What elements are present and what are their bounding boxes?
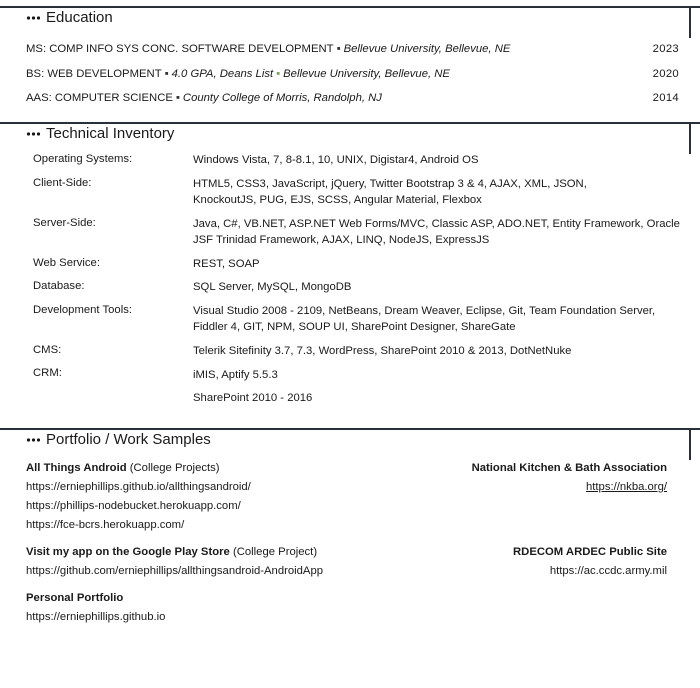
- inventory-value: SQL Server, MySQL, MongoDB: [193, 281, 352, 293]
- portfolio-heading: Personal Portfolio: [26, 592, 124, 604]
- year: 2014: [652, 92, 679, 104]
- portfolio-heading: All Things Android: [26, 462, 127, 474]
- portfolio-link[interactable]: https://ac.ccdc.army.mil: [549, 565, 667, 577]
- inventory-label: Development Tools:: [33, 304, 133, 316]
- portfolio-group: [513, 543, 667, 581]
- portfolio-heading: National Kitchen & Bath Association: [471, 462, 667, 474]
- school: Bellevue University, Bellevue, NE: [343, 43, 511, 55]
- section-header: [0, 122, 700, 148]
- portfolio-link[interactable]: https://phillips-nodebucket.herokuapp.com/: [26, 500, 241, 512]
- section-header: [0, 6, 700, 32]
- dots-icon: [26, 130, 40, 138]
- portfolio-group: [26, 459, 251, 535]
- school: Bellevue University, Bellevue, NE: [283, 68, 450, 80]
- inventory-value: Java, C#, VB.NET, ASP.NET Web Forms/MVC, Classic ASP, ADO.NET, Entity Framework, Oracle JSF Trinidad Framework, AJAX, LINQ, NodeJS, ExpressJS: [193, 218, 680, 246]
- inventory-value: HTML5, CSS3, JavaScript, jQuery, Twitter Bootstrap 3 & 4, AJAX, XML, JSON, KnockoutJS, PUG, EJS, SCSS, Angular Material, Flexbox: [193, 178, 587, 206]
- inventory-label: Server-Side:: [33, 217, 96, 229]
- year: 2023: [652, 43, 679, 55]
- inventory-value: iMIS, Aptify 5.5.3: [193, 369, 278, 381]
- gpa: 4.0 GPA, Deans List: [171, 68, 274, 80]
- inventory-label: Client-Side:: [33, 177, 92, 189]
- degree: MS: COMP INFO SYS CONC. SOFTWARE DEVELOPMENT: [26, 43, 334, 55]
- inventory-value: Telerik Sitefinity 3.7, 7.3, WordPress, SharePoint 2010 & 2013, DotNetNuke: [193, 345, 572, 357]
- portfolio-group: [26, 589, 165, 627]
- year: 2020: [652, 68, 679, 80]
- portfolio-heading: Visit my app on the Google Play Store: [26, 546, 230, 558]
- portfolio-link[interactable]: https://nkba.org/: [585, 481, 667, 493]
- portfolio-note: (College Projects): [129, 462, 220, 474]
- section-header: [0, 428, 700, 454]
- portfolio-link[interactable]: https://fce-bcrs.herokuapp.com/: [26, 519, 185, 531]
- degree: BS: WEB DEVELOPMENT: [26, 68, 162, 80]
- inventory-section: [0, 122, 700, 412]
- inventory-label: Web Service:: [33, 257, 100, 269]
- inventory-value: SharePoint 2010 - 2016: [193, 392, 313, 404]
- portfolio-note: (College Project): [232, 546, 318, 558]
- portfolio-heading: RDECOM ARDEC Public Site: [513, 546, 667, 558]
- inventory-label: Operating Systems:: [33, 153, 133, 165]
- education-row: AAS: COMPUTER SCIENCE ▪ County College of Morris, Randolph, NJ 2014: [26, 92, 679, 104]
- school: County College of Morris, Randolph, NJ: [182, 92, 382, 104]
- inventory-value: REST, SOAP: [193, 258, 260, 270]
- inventory-label: CRM:: [33, 367, 62, 379]
- inventory-value: Windows Vista, 7, 8-8.1, 10, UNIX, Digistar4, Android OS: [193, 154, 479, 166]
- inventory-label: Database:: [33, 280, 85, 292]
- section-title: Education: [26, 9, 113, 26]
- portfolio-link[interactable]: https://erniephillips.github.io/allthingsandroid/: [26, 481, 251, 493]
- inventory-value: Visual Studio 2008 - 2109, NetBeans, Dream Weaver, Eclipse, Git, Team Foundation Server, Fiddler 4, GIT, NPM, SOUP UI, SharePoint Designer, ShareGate: [193, 305, 656, 333]
- portfolio-link[interactable]: https://erniephillips.github.io: [26, 611, 166, 623]
- portfolio-group: [472, 459, 667, 497]
- inventory-label: CMS:: [33, 344, 62, 356]
- education-row: BS: WEB DEVELOPMENT ▪ 4.0 GPA, Deans List ▪ Bellevue University, Bellevue, NE 2020: [26, 68, 679, 80]
- section-title: Portfolio / Work Samples: [26, 431, 211, 448]
- dots-icon: [26, 14, 40, 22]
- portfolio-section: [0, 428, 700, 638]
- education-section: [0, 6, 700, 111]
- dots-icon: [26, 436, 40, 444]
- education-row: MS: COMP INFO SYS CONC. SOFTWARE DEVELOPMENT ▪ Bellevue University, Bellevue, NE 2023: [26, 43, 679, 55]
- degree: AAS: COMPUTER SCIENCE: [26, 92, 173, 104]
- portfolio-group: [26, 543, 323, 581]
- section-title: Technical Inventory: [26, 125, 174, 142]
- portfolio-link[interactable]: https://github.com/erniephillips/allthingsandroid-AndroidApp: [26, 565, 324, 577]
